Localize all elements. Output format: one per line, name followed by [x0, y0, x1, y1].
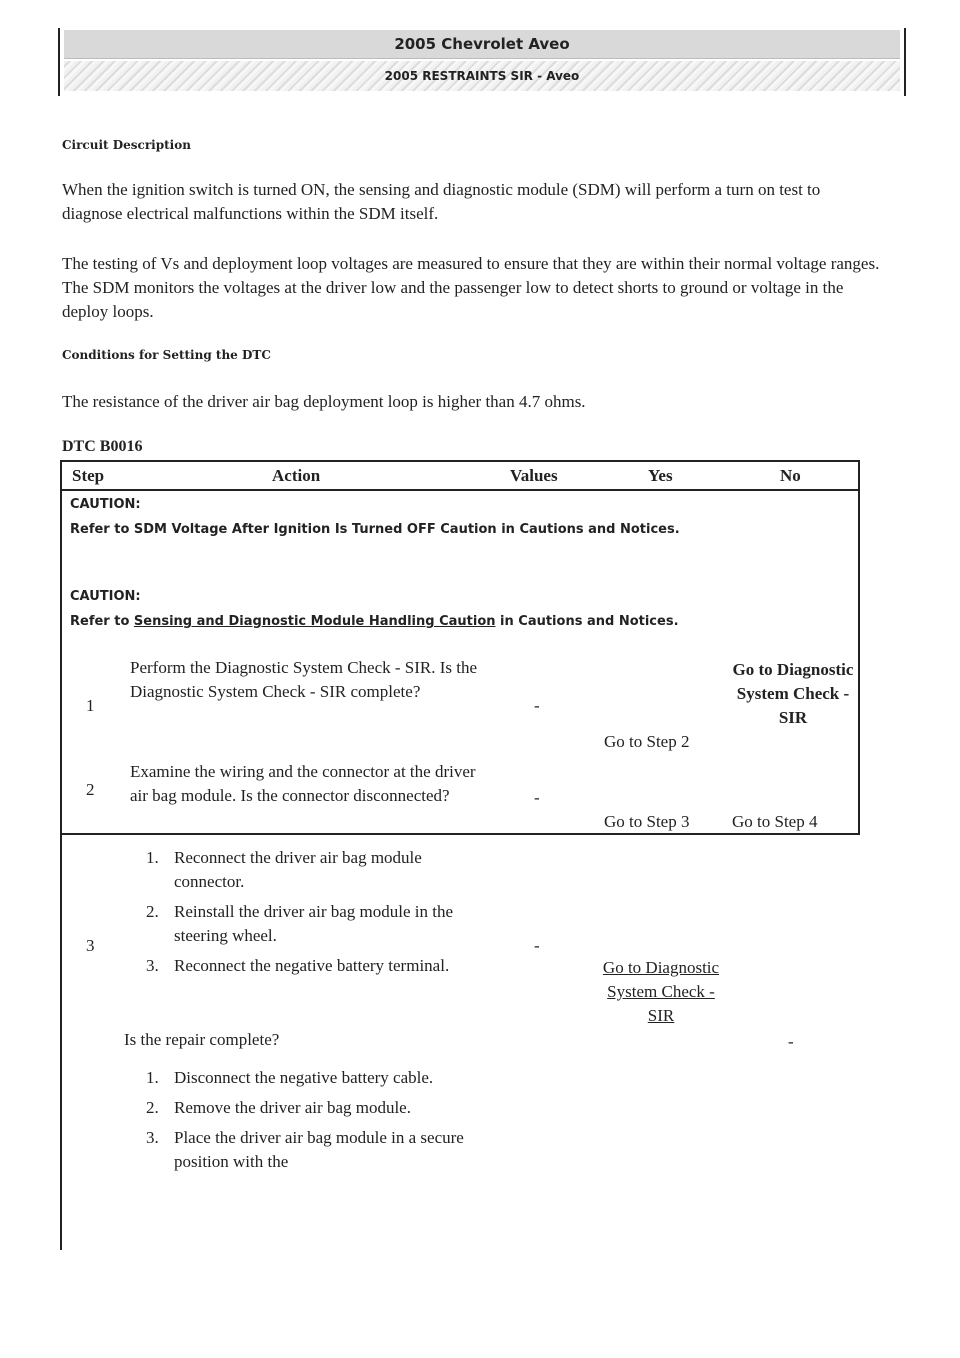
row-3-action-steps [130, 846, 480, 984]
sdm-handling-caution-link[interactable]: Sensing and Diagnostic Module Handling Caution [133, 614, 496, 629]
table-header-rule [60, 489, 860, 491]
row-1-step: 1 [86, 696, 95, 715]
header-yes: Yes [648, 466, 673, 485]
header-step: Step [72, 466, 105, 485]
row-3-step: 3 [86, 936, 95, 955]
row-2-step: 2 [86, 780, 95, 799]
row-3-no: - [788, 1032, 794, 1051]
circuit-description-paragraph-2: The testing of Vs and deployment loop voltages are measured to ensure that they are within their normal voltage ranges. The SDM monitors the voltages at the driver low and the passenger low to detect shorts to ground or voltage in the deploy loops. [62, 254, 880, 321]
table-left-border [60, 460, 62, 1250]
row-3-action-step: 1. Reconnect the driver air bag module connector. [146, 848, 422, 891]
row-4-action-step: 1. Disconnect the negative battery cable. [146, 1068, 434, 1087]
row-3-question: Is the repair complete? [124, 1030, 280, 1049]
row-4-action-step: 3. Place the driver air bag module in a secure position with the [146, 1128, 464, 1171]
row-3-action-step: 3. Reconnect the negative battery terminal. [146, 956, 450, 975]
circuit-description-paragraph-1: When the ignition switch is turned ON, the sensing and diagnostic module (SDM) will perform a turn on test to diagnose electrical malfunctions within the SDM itself. [62, 180, 821, 223]
diagnostic-table [60, 460, 860, 1250]
header-right-border [904, 28, 906, 96]
conditions-heading: Conditions for Setting the DTC [62, 348, 271, 362]
row-4-action-step: 2. Remove the driver air bag module. [146, 1098, 411, 1117]
header-action: Action [272, 466, 321, 485]
header-title: 2005 Chevrolet Aveo [64, 30, 900, 59]
row-3-action-step: 2. Reinstall the driver air bag module in the steering wheel. [146, 902, 454, 945]
caution-2-suffix: in Cautions and Notices. [495, 614, 679, 629]
row-1-action: Perform the Diagnostic System Check - SIR. Is the Diagnostic System Check - SIR complete? [130, 658, 478, 701]
row-4-action-steps [130, 1066, 480, 1180]
row-3-step-3-text: Reconnect the negative battery terminal. [174, 956, 450, 975]
header-left-border [58, 28, 60, 96]
circuit-description-heading: Circuit Description [62, 138, 191, 152]
row-3-step-2-text: Reinstall the driver air bag module in the steering wheel. [174, 902, 454, 945]
row-2-values: - [534, 788, 540, 807]
row-2-yes: Go to Step 3 [604, 812, 690, 831]
header-no: No [780, 466, 801, 485]
caution-1-text [70, 521, 690, 538]
row-1-values: - [534, 696, 540, 715]
row-2-action: Examine the wiring and the connector at the driver air bag module. Is the connector disconnected? [130, 762, 476, 805]
row-3-values: - [534, 936, 540, 955]
table-right-border [858, 460, 860, 835]
caution-2-title: CAUTION: [70, 589, 141, 604]
row-4-step-3-text: Place the driver air bag module in a secure position with the [174, 1128, 464, 1171]
row-4-step-2-text: Remove the driver air bag module. [174, 1098, 411, 1117]
row-3-step-1-text: Reconnect the driver air bag module connector. [174, 848, 422, 891]
dtc-label: DTC B0016 [62, 438, 143, 455]
row-1-yes: Go to Step 2 [604, 732, 690, 751]
row-1-no: Go to Diagnostic System Check - SIR [732, 660, 854, 727]
header-subtitle: 2005 RESTRAINTS SIR - Aveo [64, 61, 900, 91]
header-values: Values [510, 466, 558, 485]
row-4-step-1-text: Disconnect the negative battery cable. [174, 1068, 434, 1087]
caution-1-title: CAUTION: [70, 497, 141, 512]
row-3-yes-link[interactable]: Go to Diagnostic System Check - SIR [602, 958, 720, 1025]
conditions-text: The resistance of the driver air bag deployment loop is higher than 4.7 ohms. [62, 392, 586, 411]
caution-1-body: Refer to SDM Voltage After Ignition Is Turned OFF Caution in Cautions and Notices. [70, 522, 680, 537]
caution-2-prefix: Refer to [70, 614, 134, 629]
caution-2-text [70, 613, 690, 630]
row-2-no: Go to Step 4 [732, 812, 818, 831]
table-top-rule [60, 460, 860, 462]
page-header [58, 28, 906, 96]
